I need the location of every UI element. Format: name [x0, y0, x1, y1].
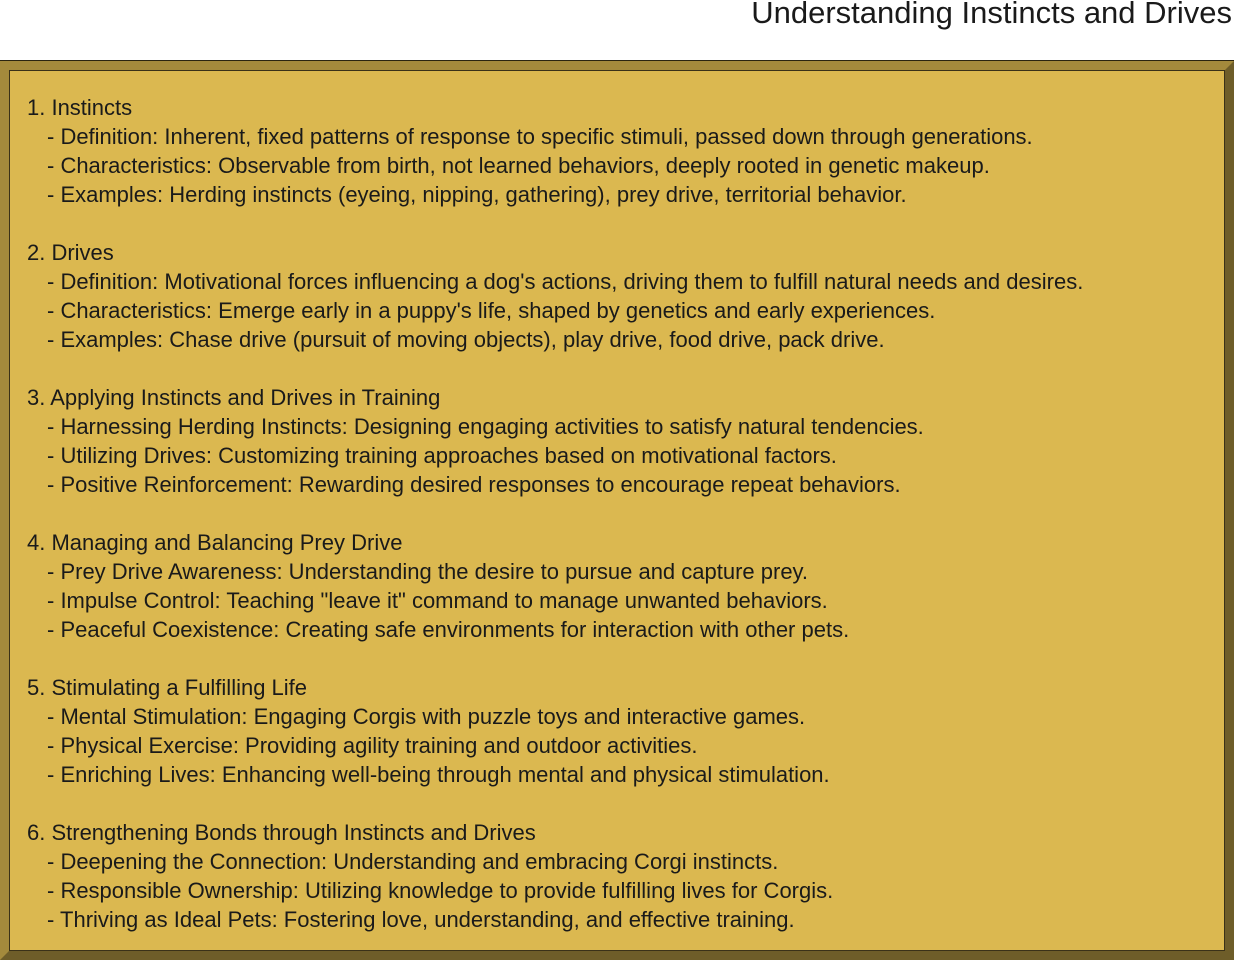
- section-drives: [27, 238, 1234, 354]
- section-bonds: [27, 818, 1234, 934]
- bullet-item: - Deepening the Connection: Understanding and embracing Corgi instincts.: [47, 849, 779, 874]
- bullet-item: - Prey Drive Awareness: Understanding the desire to pursue and capture prey.: [47, 559, 809, 584]
- section-heading: 2. Drives: [27, 240, 114, 265]
- section-heading: 3. Applying Instincts and Drives in Training: [27, 385, 441, 410]
- bullet-item: - Definition: Motivational forces influencing a dog's actions, driving them to fulfill natural needs and desires.: [47, 269, 1084, 294]
- content-panel: [0, 61, 1234, 960]
- bullet-item: - Peaceful Coexistence: Creating safe environments for interaction with other pets.: [47, 617, 850, 642]
- section-heading: 5. Stimulating a Fulfilling Life: [27, 675, 308, 700]
- bullet-item: - Harnessing Herding Instincts: Designing engaging activities to satisfy natural tendencies.: [47, 414, 924, 439]
- section-heading: 6. Strengthening Bonds through Instincts and Drives: [27, 820, 536, 845]
- page-title: Understanding Instincts and Drives: [751, 0, 1232, 30]
- section-training: [27, 383, 1234, 499]
- section-heading: 1. Instincts: [27, 95, 133, 120]
- section-prey-drive: [27, 528, 1234, 644]
- outline-content: [27, 93, 1234, 934]
- section-heading: 4. Managing and Balancing Prey Drive: [27, 530, 403, 555]
- section-fulfilling-life: [27, 673, 1234, 789]
- section-instincts: [27, 93, 1234, 209]
- bullet-item: - Positive Reinforcement: Rewarding desired responses to encourage repeat behaviors.: [47, 472, 901, 497]
- bullet-item: - Characteristics: Emerge early in a puppy's life, shaped by genetics and early experiences.: [47, 298, 936, 323]
- bullet-item: - Physical Exercise: Providing agility training and outdoor activities.: [47, 733, 698, 758]
- bullet-item: - Examples: Chase drive (pursuit of moving objects), play drive, food drive, pack drive.: [47, 327, 885, 352]
- bullet-item: - Thriving as Ideal Pets: Fostering love, understanding, and effective training.: [47, 907, 795, 932]
- bullet-item: - Enriching Lives: Enhancing well-being through mental and physical stimulation.: [47, 762, 830, 787]
- bullet-item: - Characteristics: Observable from birth, not learned behaviors, deeply rooted in genetic makeup.: [47, 153, 990, 178]
- bullet-item: - Utilizing Drives: Customizing training approaches based on motivational factors.: [47, 443, 837, 468]
- bullet-item: - Impulse Control: Teaching "leave it" command to manage unwanted behaviors.: [47, 588, 828, 613]
- bullet-item: - Responsible Ownership: Utilizing knowledge to provide fulfilling lives for Corgis.: [47, 878, 834, 903]
- bullet-item: - Examples: Herding instincts (eyeing, nipping, gathering), prey drive, territorial behavior.: [47, 182, 907, 207]
- bullet-item: - Mental Stimulation: Engaging Corgis with puzzle toys and interactive games.: [47, 704, 806, 729]
- bullet-item: - Definition: Inherent, fixed patterns of response to specific stimuli, passed down through generations.: [47, 124, 1033, 149]
